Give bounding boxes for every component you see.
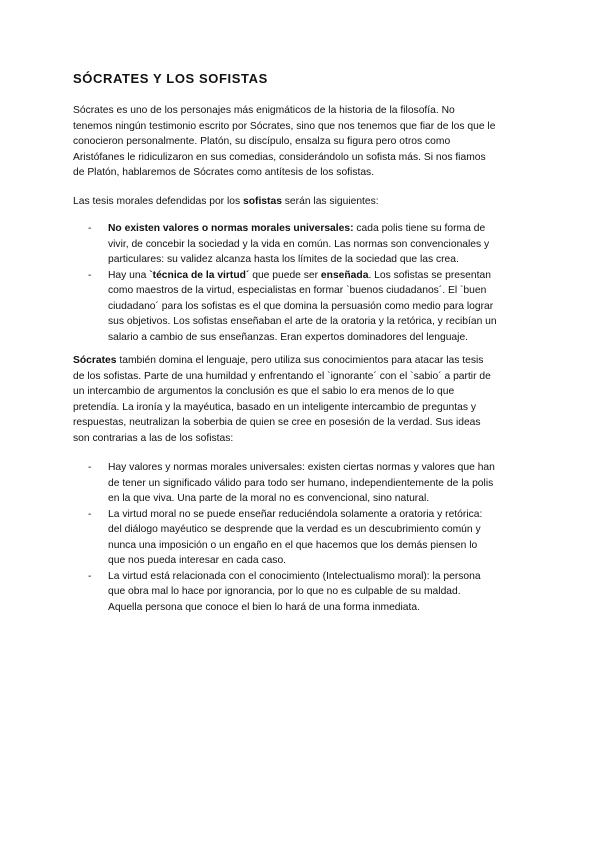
text-line: son contrarias a las de los sofistas:: [73, 432, 234, 444]
bold-term: `técnica de la virtud´: [149, 269, 250, 281]
list-dash: -: [88, 269, 92, 281]
text-line: Sócrates es uno de los personajes más enigmáticos de la historia de la filosofía. No: [73, 105, 455, 116]
text-line: ciudadano´ para los sofistas es el que domina la persuasión como medio para lograr: [108, 300, 494, 312]
text-line: nunca una imposición o un engaño en el que hacemos que los demás piensen lo: [108, 539, 478, 551]
sofistas-list: [88, 221, 497, 345]
text-line: que obra mal lo hace por ignorancia, por lo que no es culpable de su maldad.: [108, 586, 461, 597]
text-run: . Los sofistas se presentan: [368, 269, 491, 281]
list-item: [88, 460, 495, 507]
text-line: pretendía. La ironía y la mayéutica, basado en un inteligente intercambio de preguntas y: [73, 401, 476, 413]
text-run: cada polis tiene su forma de: [353, 223, 486, 234]
list-dash: -: [88, 508, 92, 520]
bold-term: enseñada: [320, 269, 369, 281]
text-line: [108, 268, 497, 284]
text-line: Aristófanes le ridiculizaron en sus comedias, considerándolo un sofista más. Si nos fiamos: [73, 151, 486, 163]
list-dash: -: [88, 462, 92, 473]
sofistas-intro-paragraph: [73, 194, 379, 210]
text-line: La virtud está relacionada con el conocimiento (Intelectualismo moral): la persona: [108, 570, 481, 582]
text-line: que nos pueda interesar en cada caso.: [108, 555, 287, 566]
text-line: un intercambio de argumentos la conclusión es que el sabio lo era menos de lo que: [73, 386, 455, 397]
list-item: [88, 569, 495, 616]
list-dash: -: [88, 223, 92, 234]
socrates-list: [88, 460, 495, 615]
text-line: como maestros de la virtud, especialistas en formar `buenos ciudadanos´. El `buen: [108, 285, 487, 296]
bold-term: Sócrates: [73, 355, 117, 366]
text-line: sus objetivos. Los sofistas enseñaban el arte de la oratoria y la retórica, y recibían un: [108, 316, 497, 327]
text-line: salario a cambio de sus enseñanzas. Eran expertos dominadores del lenguaje.: [108, 331, 469, 343]
text-line: en la que viva. Una parte de la moral no es convencional, sino natural.: [108, 493, 430, 504]
text-line: [73, 194, 379, 210]
list-item: [88, 268, 497, 346]
bold-term: sofistas: [243, 196, 282, 207]
text-line: [73, 353, 491, 369]
intro-paragraph: [73, 103, 495, 181]
text-line: tenemos ningún testimonio escrito por Sócrates, sino que nos tenemos que fiar de los que le: [73, 120, 496, 132]
list-item: [88, 507, 495, 569]
text-line: [108, 221, 497, 237]
text-line: del diálogo mayéutico se desprende que la verdad es un descubrimiento común y: [108, 524, 481, 535]
text-line: Aquella persona que conoce el bien lo hará de una forma inmediata.: [108, 601, 420, 613]
text-line: de Platón, hablaremos de Sócrates como antítesis de los sofistas.: [73, 167, 375, 178]
text-line: Hay valores y normas morales universales: existen ciertas normas y valores que han: [108, 462, 495, 473]
bold-term: No existen valores o normas morales universales:: [108, 223, 354, 234]
text-run: Las tesis morales defendidas por los: [73, 196, 243, 207]
text-run: también domina el lenguaje, pero utiliza sus conocimientos para atacar las tesis: [116, 355, 484, 366]
text-line: conocieron personalmente. Platón, su discípulo, ensalza su figura pero otros como: [73, 136, 451, 147]
text-line: La virtud moral no se puede enseñar reduciéndola solamente a oratoria y retórica:: [108, 508, 483, 520]
text-run: que puede ser: [249, 269, 321, 281]
list-item: [88, 221, 497, 268]
text-run: serán las siguientes:: [281, 196, 379, 207]
socrates-paragraph: [73, 353, 491, 446]
text-line: respuestas, neutralizan la soberbia de quien se cree en posesión de la verdad. Sus ideas: [73, 417, 481, 428]
page-title: SÓCRATES Y LOS SOFISTAS: [73, 71, 268, 86]
list-dash: -: [88, 570, 92, 582]
text-line: de tener un significado válido para todo ser humano, independientemente de la polis: [108, 477, 494, 489]
text-line: de los sofistas. Parte de una humildad y enfrentando el `ignorante´ con el `sabio´ a partir de: [73, 370, 491, 382]
text-line: vivir, de concebir la sociedad y la vida en común. Las normas son convencionales y: [108, 238, 490, 250]
text-run: Hay una: [108, 269, 150, 281]
text-line: particulares: su validez alcanza hasta los límites de la sociedad que las crea.: [108, 254, 459, 265]
